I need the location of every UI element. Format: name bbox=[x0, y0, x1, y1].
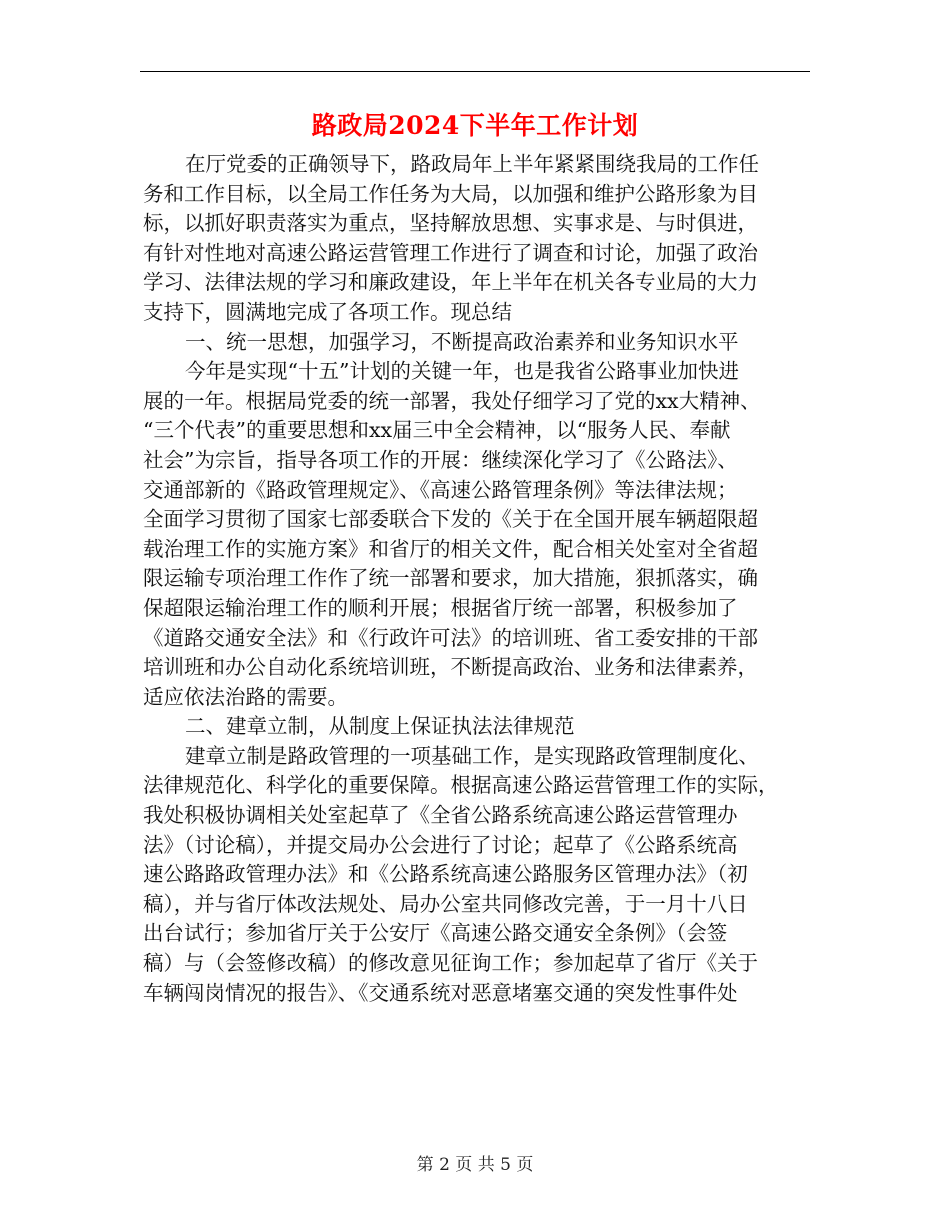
body-line: 标，以抓好职责落实为重点，坚持解放思想、实事求是、与时俱进， bbox=[143, 211, 758, 236]
body-line: 适应依法治路的需要。 bbox=[143, 684, 348, 709]
body-line: 稿）与（会签修改稿）的修改意见征询工作；参加起草了省厅《关于 bbox=[143, 951, 758, 976]
body-line: 学习、法律法规的学习和廉政建设，年上半年在机关各专业局的大力 bbox=[143, 270, 758, 295]
document-title: 路政局2024下半年工作计划 bbox=[311, 111, 639, 140]
body-line: 速公路路政管理办法》和《公路系统高速公路服务区管理办法》（初 bbox=[143, 862, 748, 887]
body-line: 法律规范化、科学化的重要保障。根据高速公路运营管理工作的实际， bbox=[143, 773, 779, 798]
body-line: 《道路交通安全法》和《行政许可法》的培训班、省工委安排的干部 bbox=[143, 625, 758, 650]
body-line: 我处积极协调相关处室起草了《全省公路系统高速公路运营管理办 bbox=[143, 803, 738, 828]
body-line: 今年是实现“十五”计划的关键一年，也是我省公路事业加快进 bbox=[185, 359, 739, 384]
body-line: 二、建章立制，从制度上保证执法法律规范 bbox=[185, 714, 575, 739]
body-line: 务和工作目标，以全局工作任务为大局，以加强和维护公路形象为目 bbox=[143, 181, 758, 206]
page-number-footer: 第 2 页 共 5 页 bbox=[416, 1155, 534, 1175]
body-line: 在厅党委的正确领导下，路政局年上半年紧紧围绕我局的工作任 bbox=[185, 152, 759, 176]
body-line: “三个代表”的重要思想和xx届三中全会精神，以“服务人民、奉献 bbox=[143, 418, 731, 443]
body-line: 建章立制是路政管理的一项基础工作，是实现路政管理制度化、 bbox=[185, 743, 759, 768]
body-line: 出台试行；参加省厅关于公安厅《高速公路交通安全条例》（会签 bbox=[143, 921, 728, 946]
header-rule bbox=[140, 71, 810, 72]
body-line: 社会”为宗旨，指导各项工作的开展：继续深化学习了《公路法》、 bbox=[143, 447, 738, 472]
body-line: 载治理工作的实施方案》和省厅的相关文件，配合相关处室对全省超 bbox=[143, 536, 758, 561]
body-line: 全面学习贯彻了国家七部委联合下发的《关于在全国开展车辆超限超 bbox=[143, 507, 758, 532]
body-line: 支持下，圆满地完成了各项工作。现总结 bbox=[143, 299, 512, 324]
body-line: 交通部新的《路政管理规定》、《高速公路管理条例》等法律法规； bbox=[143, 477, 738, 502]
body-line: 法》（讨论稿），并提交局办公会进行了讨论；起草了《公路系统高 bbox=[143, 832, 738, 857]
body-line: 展的一年。根据局党委的统一部署，我处仔细学习了党的xx大精神、 bbox=[143, 388, 761, 413]
body-line: 限运输专项治理工作作了统一部署和要求，加大措施，狠抓落实，确 bbox=[143, 566, 758, 591]
body-line: 车辆闯岗情况的报告》、《交通系统对恶意堵塞交通的突发性事件处 bbox=[143, 980, 738, 1005]
body-line: 保超限运输治理工作的顺利开展；根据省厅统一部署，积极参加了 bbox=[143, 595, 738, 620]
body-line: 稿），并与省厅体改法规处、局办公室共同修改完善，于一月十八日 bbox=[143, 891, 748, 916]
body-line: 有针对性地对高速公路运营管理工作进行了调查和讨论，加强了政治 bbox=[143, 240, 758, 265]
body-line: 一、统一思想，加强学习，不断提高政治素养和业务知识水平 bbox=[185, 329, 739, 354]
body-line: 培训班和办公自动化系统培训班，不断提高政治、业务和法律素养， bbox=[143, 655, 758, 680]
document-body bbox=[143, 150, 807, 1008]
